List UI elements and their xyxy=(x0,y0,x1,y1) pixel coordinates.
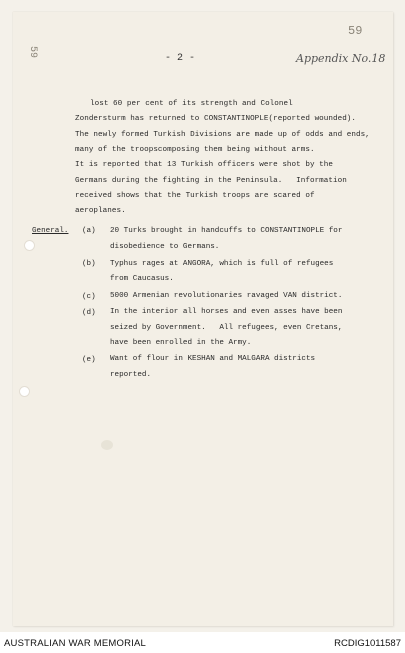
paper-stain xyxy=(101,440,113,450)
page-number-top: 59 xyxy=(348,24,363,38)
item-line: seized by Government. All refugees, even Cretans, xyxy=(110,324,343,332)
item-letter: (e) xyxy=(82,356,96,364)
body-line: aeroplanes. xyxy=(75,207,126,215)
item-letter: (d) xyxy=(82,309,96,317)
item-line: have been enrolled in the Army. xyxy=(110,339,252,347)
record-id: RCDIG1011587 xyxy=(334,638,401,649)
body-line: many of the troopscomposing them being without arms. xyxy=(75,146,315,154)
item-letter: (a) xyxy=(82,227,96,235)
punch-hole-bottom xyxy=(19,386,30,397)
general-heading: General. xyxy=(32,227,69,235)
item-line: from Caucasus. xyxy=(110,275,174,283)
body-line: The newly formed Turkish Divisions are made up of odds and ends, xyxy=(75,131,370,139)
item-letter: (b) xyxy=(82,260,96,268)
page-number-side: 59 xyxy=(27,46,38,59)
item-line: Want of flour in KESHAN and MALGARA districts xyxy=(110,355,316,363)
body-line: lost 60 per cent of its strength and Colonel xyxy=(90,100,293,108)
appendix-label: Appendix No.18 xyxy=(296,52,386,65)
footer-bar xyxy=(0,632,405,653)
institution-label: AUSTRALIAN WAR MEMORIAL xyxy=(4,638,147,649)
item-line: disobedience to Germans. xyxy=(110,243,220,251)
item-line: In the interior all horses and even asses have been xyxy=(110,308,343,316)
page-marker: - 2 - xyxy=(165,53,196,64)
body-line: It is reported that 13 Turkish officers were shot by the xyxy=(75,161,333,169)
body-line: received shows that the Turkish troops are scared of xyxy=(75,192,315,200)
punch-hole-top xyxy=(24,240,35,251)
body-line: Zondersturm has returned to CONSTANTINOPLE(reported wounded). xyxy=(75,115,357,123)
item-line: reported. xyxy=(110,371,152,379)
item-letter: (c) xyxy=(82,293,96,301)
body-line: Germans during the fighting in the Peninsula. Information xyxy=(75,177,347,185)
item-line: Typhus rages at ANGORA, which is full of refugees xyxy=(110,260,334,268)
item-line: 5000 Armenian revolutionaries ravaged VAN district. xyxy=(110,292,343,300)
item-line: 20 Turks brought in handcuffs to CONSTANTINOPLE for xyxy=(110,227,343,235)
